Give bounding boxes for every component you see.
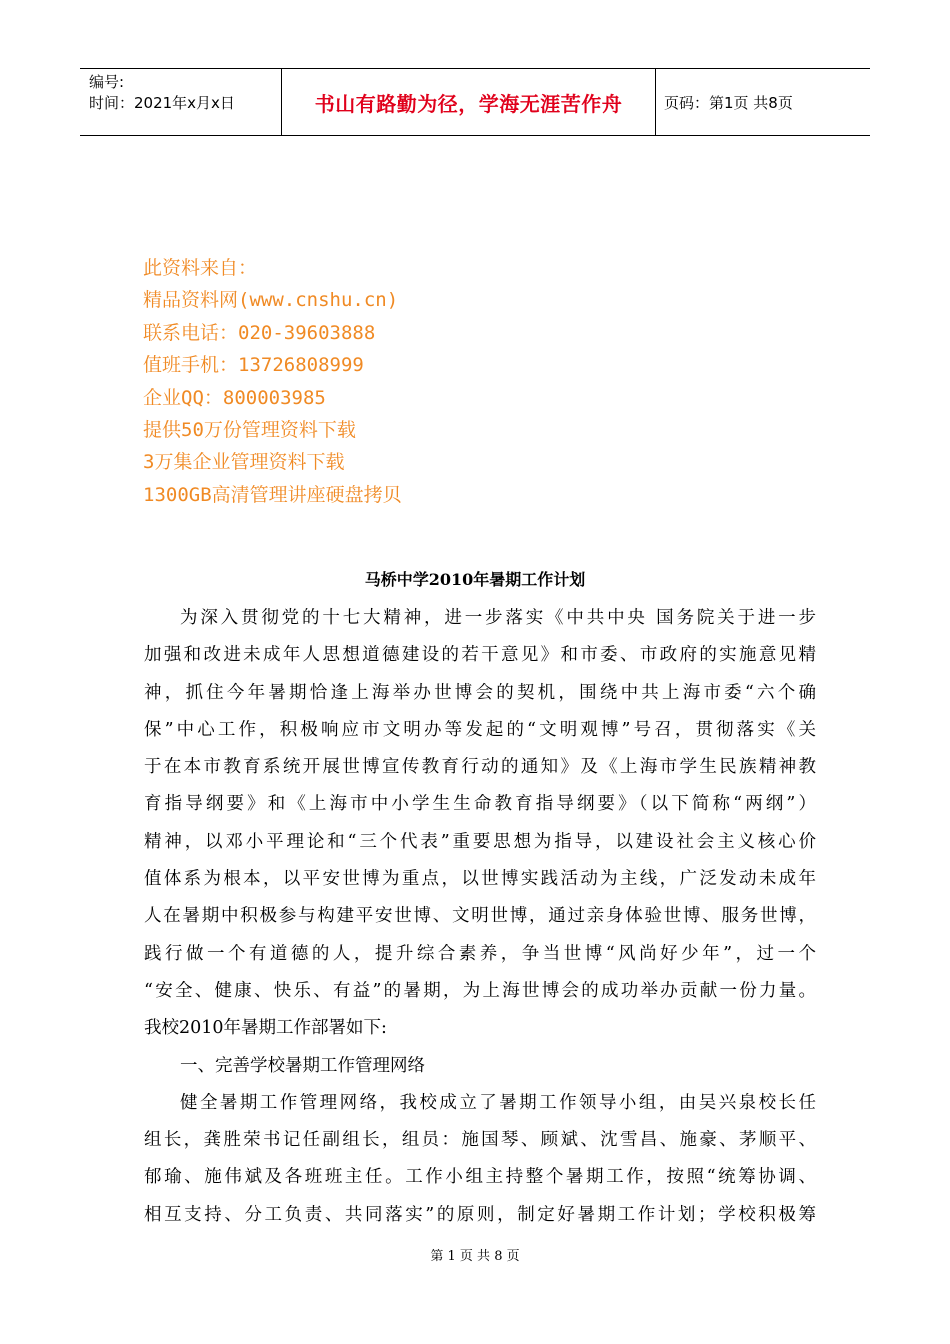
body-line: 保”中心工作，积极响应市文明办等发起的“文明观博”号召，贯彻落实《关 bbox=[144, 719, 816, 740]
body-line: 践行做一个有道德的人，提升综合素养，争当世博“风尚好少年”，过一个 bbox=[144, 943, 816, 964]
source-line: 此资料来自： bbox=[143, 257, 258, 279]
source-info-block bbox=[143, 252, 402, 511]
body-line: 人在暑期中积极参与构建平安世博、文明世博，通过亲身体验世博、服务世博， bbox=[144, 906, 816, 927]
body-line: 相互支持、分工负责、共同落实”的原则，制定好暑期工作计划；学校积极筹 bbox=[144, 1204, 816, 1225]
body-line: 神，抓住今年暑期恰逢上海举办世博会的契机，围绕中共上海市委“六个确 bbox=[144, 682, 816, 703]
header-page-code: 页码：第1页 共8页 bbox=[664, 93, 793, 112]
page-footer: 第 1 页 共 8 页 bbox=[430, 1249, 520, 1264]
body-line: 组长，龚胜荣书记任副组长，组员：施国琴、顾斌、沈雪昌、施豪、茅顺平、 bbox=[144, 1130, 816, 1151]
body-line: 加强和改进未成年人思想道德建设的若干意见》和市委、市政府的实施意见精 bbox=[144, 645, 816, 666]
section-heading: 一、完善学校暑期工作管理网络 bbox=[180, 1055, 425, 1076]
document-body bbox=[144, 600, 816, 1234]
document-number-label: 编号: bbox=[89, 73, 125, 91]
header-table bbox=[80, 68, 870, 136]
body-line: 郁瑜、施伟斌及各班班主任。工作小组主持整个暑期工作，按照“统筹协调、 bbox=[144, 1167, 816, 1188]
body-line: 我校2010年暑期工作部署如下: bbox=[144, 1018, 387, 1039]
document-time-label: 时间：2021年x月x日 bbox=[89, 94, 235, 112]
body-line: 值体系为根本，以平安世博为重点，以世博实践活动为主线，广泛发动未成年 bbox=[144, 869, 816, 890]
body-line: 为深入贯彻党的十七大精神，进一步落实《中共中央 国务院关于进一步 bbox=[180, 608, 816, 628]
header-motto: 书山有路勤为径，学海无涯苦作舟 bbox=[282, 69, 656, 135]
source-line: 精品资料网(www.cnshu.cn) bbox=[143, 289, 399, 312]
body-line: 精神，以邓小平理论和“三个代表”重要思想为指导，以建设社会主义核心价 bbox=[144, 831, 816, 852]
source-line: 企业QQ：800003985 bbox=[143, 386, 326, 409]
body-line: 于在本市教育系统开展世博宣传教育行动的通知》及《上海市学生民族精神教 bbox=[144, 757, 816, 778]
body-line: 健全暑期工作管理网络，我校成立了暑期工作领导小组，由吴兴泉校长任 bbox=[180, 1092, 816, 1113]
source-line: 1300GB高清管理讲座硬盘拷贝 bbox=[143, 483, 402, 506]
source-line: 值班手机：13726808999 bbox=[143, 354, 364, 377]
source-line: 提供50万份管理资料下载 bbox=[143, 419, 356, 442]
source-line: 联系电话：020-39603888 bbox=[143, 321, 376, 344]
document-title: 马桥中学2010年暑期工作计划 bbox=[364, 570, 586, 589]
header-meta-cell bbox=[80, 69, 282, 135]
source-line: 3万集企业管理资料下载 bbox=[143, 451, 345, 474]
body-line: “安全、健康、快乐、有益”的暑期，为上海世博会的成功举办贡献一份力量。 bbox=[144, 980, 816, 1001]
body-line: 育指导纲要》和《上海市中小学生生命教育指导纲要》（以下简称“两纲”） bbox=[144, 794, 816, 815]
